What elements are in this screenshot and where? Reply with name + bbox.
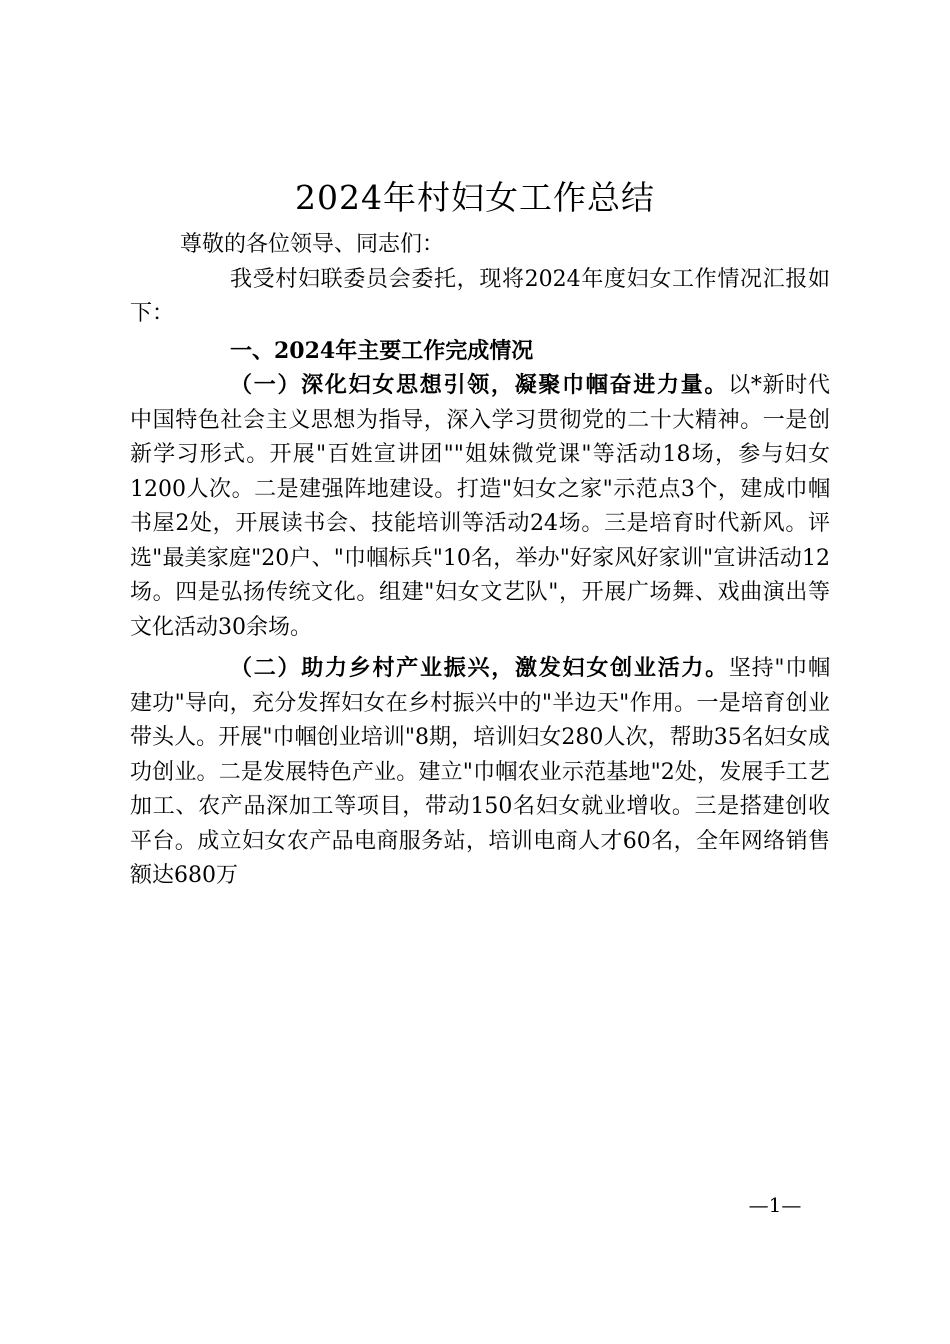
intro-paragraph: 我受村妇联委员会委托，现将2024年度妇女工作情况汇报如下： (130, 266, 830, 326)
subsection-2-body: 坚持"巾帼建功"导向，充分发挥妇女在乡村振兴中的"半边天"作用。一是培育创业带头人。开展"巾帼创业培训"8期，培训妇女280人次，帮助35名妇女成功创业。二是发展特色产业。建立"巾帼农业示范基地"2处，发展手工艺加工、农产品深加工等项目，带动150名妇女就业增收。三是搭建创收平台。成立妇女农产品电商服务站，培训电商人才60名，全年网络销售额达680万 (130, 656, 830, 888)
salutation: 尊敬的各位领导、同志们： (180, 232, 445, 257)
subsection-1-lead: （一）深化妇女思想引领，凝聚巾帼奋进力量。 (230, 372, 729, 398)
section-heading: 一、2024年主要工作完成情况 (230, 337, 534, 364)
document-title: 2024年村妇女工作总结 (295, 178, 655, 217)
subsection-1-paragraph (130, 368, 830, 645)
subsection-2-paragraph (130, 651, 830, 894)
subsection-1-body: 以*新时代中国特色社会主义思想为指导，深入学习贯彻党的二十大精神。一是创新学习形式。开展"百姓宣讲团""姐妹微党课"等活动18场，参与妇女1200人次。二是建强阵地建设。打造"妇女之家"示范点3个，建成巾帼书屋2处，开展读书会、技能培训等活动24场。三是培育时代新风。评选"最美家庭"20户、"巾帼标兵"10名，举办"好家风好家训"宣讲活动12场。四是弘扬传统文化。组建"妇女文艺队"，开展广场舞、戏曲演出等文化活动30余场。 (130, 373, 830, 640)
subsection-2-lead: （二）助力乡村产业振兴，激发妇女创业活力。 (230, 655, 729, 681)
document-body (130, 228, 830, 894)
page-number: —1— (748, 1193, 802, 1217)
